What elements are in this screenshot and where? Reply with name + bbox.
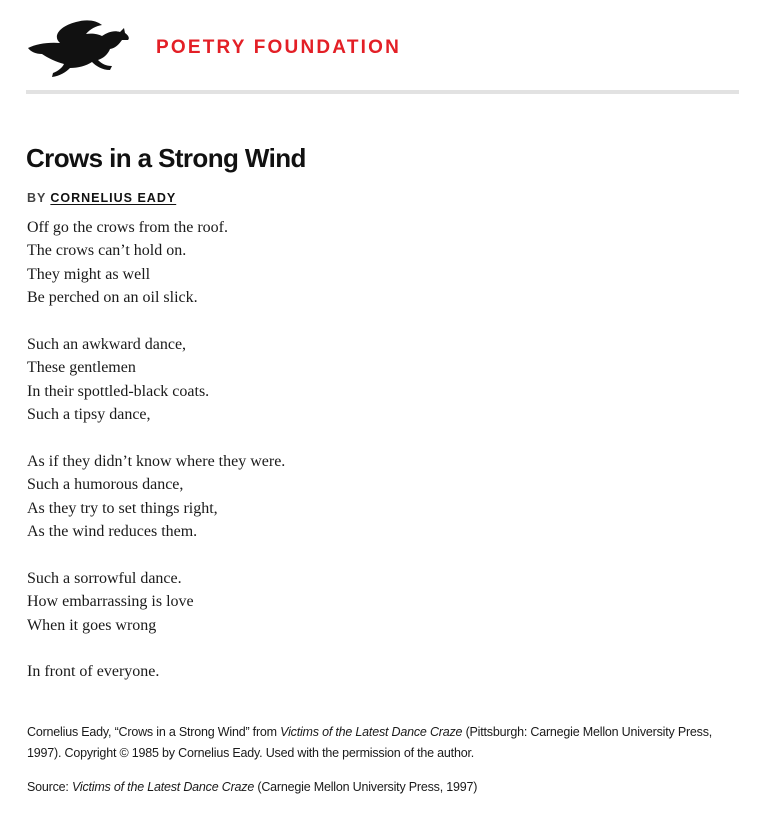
poem-line: The crows can’t hold on. bbox=[27, 242, 187, 260]
source-label: Source: bbox=[27, 780, 72, 794]
stanza-break bbox=[27, 543, 285, 566]
poem-line: Off go the crows from the roof. bbox=[27, 219, 228, 236]
by-label: BY bbox=[27, 191, 47, 205]
brand-name[interactable]: POETRY FOUNDATION bbox=[156, 37, 401, 58]
byline bbox=[27, 191, 176, 205]
poem-body bbox=[27, 216, 285, 684]
poem-line: Be perched on an oil slick. bbox=[27, 289, 198, 307]
source-suffix: (Carnegie Mellon University Press, 1997) bbox=[254, 780, 478, 794]
poem-line: How embarrassing is love bbox=[27, 593, 194, 611]
poem-line: They might as well bbox=[27, 265, 151, 283]
poem-line: As the wind reduces them. bbox=[27, 523, 198, 541]
author-link[interactable]: CORNELIUS EADY bbox=[50, 191, 177, 205]
credit-prefix: Cornelius Eady, “Crows in a Strong Wind” from bbox=[27, 725, 281, 739]
stanza-break bbox=[27, 637, 285, 660]
poem-line: As if they didn’t know where they were. bbox=[27, 452, 286, 470]
header-divider bbox=[26, 90, 739, 94]
poem-line: These gentlemen bbox=[27, 359, 136, 377]
credit-suffix: (Pittsburgh: Carnegie Mellon University Press, 1997). Copyright © 1985 by Cornelius Eady. Used with the permission of the author. bbox=[27, 725, 713, 760]
poem-line: In their spottled-black coats. bbox=[27, 382, 210, 400]
poem-line: As they try to set things right, bbox=[27, 499, 218, 517]
poem-title: Crows in a Strong Wind bbox=[26, 143, 306, 173]
stanza-break bbox=[27, 310, 285, 333]
poem-line: Such an awkward dance, bbox=[27, 335, 187, 353]
poem-line: In front of everyone. bbox=[27, 663, 160, 681]
copyright-credit bbox=[27, 722, 737, 764]
stanza-break bbox=[27, 427, 285, 450]
poem-line: When it goes wrong bbox=[27, 616, 157, 634]
poem-line: Such a tipsy dance, bbox=[27, 406, 151, 424]
site-header bbox=[26, 14, 739, 80]
pegasus-icon[interactable] bbox=[26, 16, 130, 78]
source-note bbox=[27, 777, 477, 798]
source-book-title: Victims of the Latest Dance Craze bbox=[71, 780, 255, 794]
poem-line: Such a sorrowful dance. bbox=[27, 569, 182, 587]
poem-line: Such a humorous dance, bbox=[27, 476, 184, 494]
credit-book-title: Victims of the Latest Dance Craze bbox=[280, 725, 463, 739]
